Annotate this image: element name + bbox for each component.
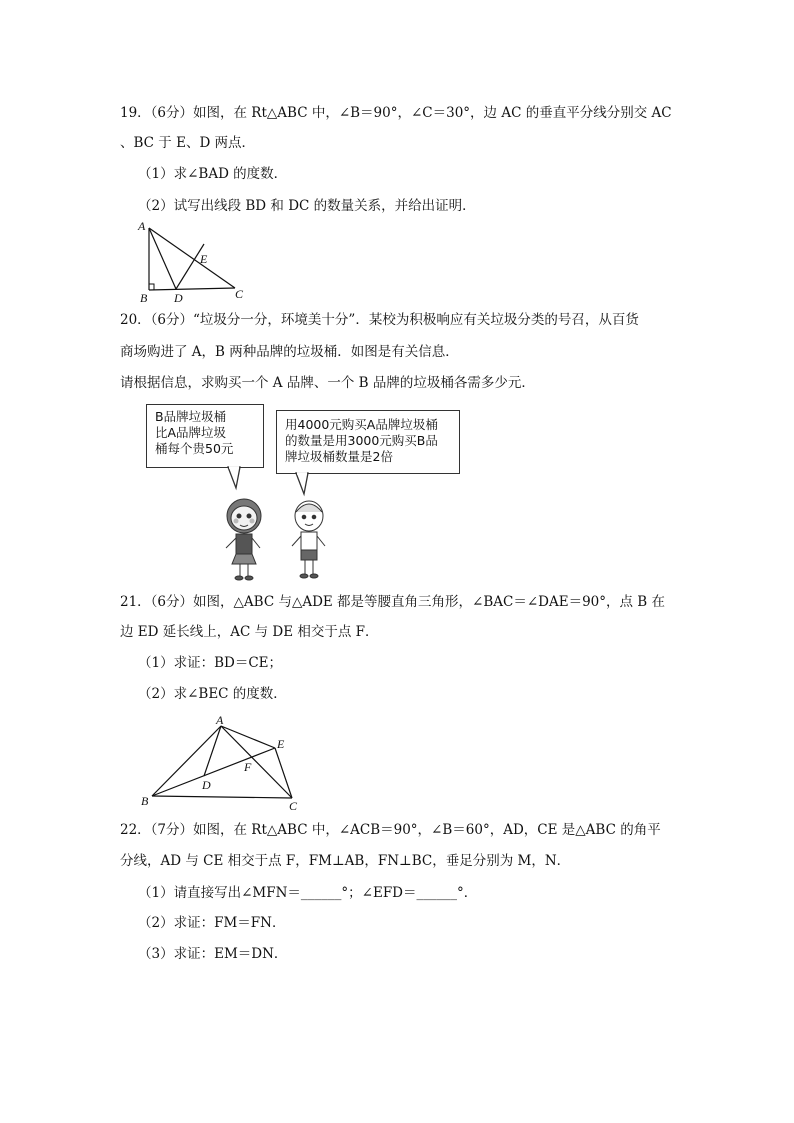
q19-right-angle-mark	[149, 284, 154, 290]
q19-part2: （2）试写出线段 BD 和 DC 的数量关系，并给出证明．	[138, 198, 476, 214]
q21-segment-ce	[275, 748, 292, 798]
q21-label-c: C	[289, 799, 298, 812]
bubble-right-line: 牌垃圾桶数量是2倍	[285, 449, 393, 464]
q19-label-c: C	[235, 287, 244, 301]
q21-segment-be	[152, 748, 275, 796]
boy-figure	[292, 501, 325, 578]
bubble-right-line: 的数量是用3000元购买B品	[285, 433, 438, 448]
q21-stem-line2: 边 ED 延长线上，AC 与 DE 相交于点 F．	[120, 624, 379, 640]
q22-part1: （1）请直接写出∠MFN＝______°；∠EFD＝______°．	[138, 885, 478, 901]
q19-label-a: A	[138, 219, 146, 233]
q21-part1: （1）求证：BD＝CE；	[138, 655, 283, 671]
q19-part1: （1）求∠BAD 的度数．	[138, 166, 288, 182]
q21-label-e: E	[277, 737, 285, 751]
q21-segment-ad	[204, 726, 221, 776]
q21-label-a: A	[216, 713, 224, 727]
q21-part2: （2）求∠BEC 的度数．	[138, 686, 287, 702]
q21-label-f: F	[244, 760, 252, 774]
q21-figure	[136, 712, 316, 812]
speech-bubble-right	[276, 410, 460, 474]
q21-segment-bc	[152, 796, 292, 798]
q22-stem-line1: 22．（7分）如图，在 Rt△ABC 中，∠ACB＝90°，∠B＝60°，AD，CE 是△ABC 的角平	[120, 822, 661, 838]
q21-segment-ae	[221, 726, 275, 748]
bubble-left-line: B品牌垃圾桶	[155, 409, 227, 424]
q19-label-d: D	[174, 291, 183, 305]
q19-stem-line1: 19．（6分）如图，在 Rt△ABC 中，∠B＝90°，∠C＝30°，边 AC 的垂直平分线分别交 AC	[120, 105, 672, 121]
girl-figure	[226, 499, 261, 580]
q20-stem-line1: 20．（6分）“垃圾分一分，环境美十分”．某校为积极响应有关垃圾分类的号召，从百货	[120, 312, 639, 328]
q19-label-e: E	[200, 252, 208, 266]
bubble-left-line: 比A品牌垃圾	[155, 425, 227, 440]
q19-figure	[132, 218, 262, 306]
bubble-left-tail	[224, 466, 254, 492]
bubble-left-line: 桶每个贵50元	[155, 441, 234, 456]
q19-perpendicular-bisector	[176, 244, 204, 289]
q22-part3: （3）求证：EM＝DN．	[138, 946, 288, 962]
q21-label-d: D	[202, 778, 211, 792]
q19-label-b: B	[140, 291, 148, 305]
q21-stem-line1: 21．（6分）如图，△ABC 与△ADE 都是等腰直角三角形，∠BAC＝∠DAE＝90°，点 B 在	[120, 594, 666, 610]
q22-stem-line2: 分线，AD 与 CE 相交于点 F，FM⊥AB，FN⊥BC，垂足分别为 M，N．	[120, 853, 571, 869]
children-illustration	[214, 494, 338, 582]
q20-stem-line2: 商场购进了 A，B 两种品牌的垃圾桶．如图是有关信息．	[120, 344, 459, 360]
bubble-right-line: 用4000元购买A品牌垃圾桶	[285, 417, 438, 432]
q19-stem-line2: 、BC 于 E、D 两点．	[120, 135, 256, 151]
q21-label-b: B	[141, 794, 149, 808]
speech-bubble-left	[146, 404, 264, 468]
q22-part2: （2）求证：FM＝FN．	[138, 915, 286, 931]
q19-segment-bc	[149, 288, 235, 290]
q20-stem-line3: 请根据信息，求购买一个 A 品牌、一个 B 品牌的垃圾桶各需多少元．	[120, 375, 535, 391]
